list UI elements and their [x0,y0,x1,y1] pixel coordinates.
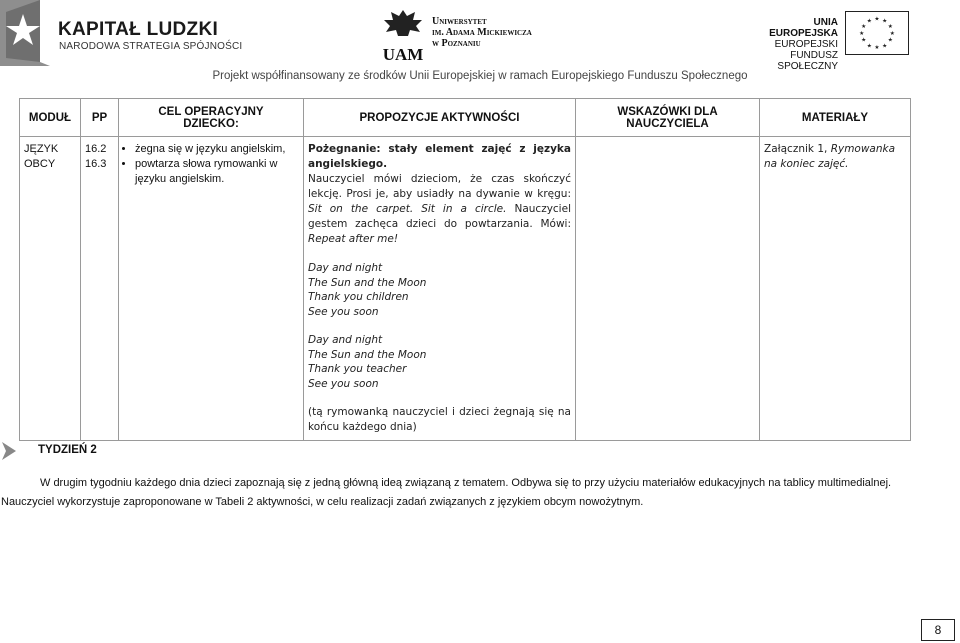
eu-flag-icon [845,11,909,55]
verse-line: Thank you children [308,291,409,303]
svg-text:★: ★ [866,43,872,50]
week-title: TYDZIEŃ 2 [38,444,97,456]
activity-title: Pożegnanie: stały element zajęć z języka angielskiego. [308,143,571,170]
pp-value-2: 16.3 [85,158,107,170]
rhyme-verse-1 [308,261,571,319]
verse-line: See you soon [308,305,379,318]
activity-closing-note: (tą rymowanką nauczyciel i dzieci żegnają się na końcu każdego dnia) [308,406,571,433]
cell-goals [119,137,304,441]
header-cel-line1: CEL OPERACYJNY [158,105,264,118]
goals-list [123,142,299,187]
page-number: 8 [921,619,955,641]
kapital-ludzki-subtitle: NARODOWA STRATEGIA SPÓJNOŚCI [59,41,243,52]
goal-item: • powtarza słowa rymowanki w języku angielskim. [135,157,299,187]
svg-text:★: ★ [882,43,888,50]
ue-line-1: UNIA EUROPEJSKA [769,17,838,39]
cell-modul: JĘZYK OBCY [20,137,81,441]
verse-line: Day and night [308,262,383,274]
materialy-text: Załącznik 1, [764,143,831,155]
uam-line-3: w Poznaniu [432,38,481,49]
uam-name [432,16,532,49]
goal-item: • żegna się w języku angielskim, [135,142,299,157]
project-funding-note: Projekt współfinansowany ze środków Unii Europejskiej w ramach Europejskiego Funduszu Społecznego [212,70,748,82]
materialy-italic: Rymowanka na koniec zajęć. [764,143,896,170]
uam-line-2: im. Adama Mickiewicza [432,27,532,38]
section-arrow-icon [2,442,16,460]
svg-text:★: ★ [887,37,893,44]
week-paragraph-1: W drugim tygodniu każdego dnia dzieci zapoznają się z jedną główną ideą związaną z tematem. Odbywa się to przy użyciu materiałów edukacyjnych na tablicy multimedialnej. [40,477,892,489]
cell-pp [81,137,119,441]
header-cel [119,99,304,137]
eu-text [754,17,838,72]
cell-materialy [760,137,911,441]
svg-text:★: ★ [859,30,865,37]
svg-text:★: ★ [861,24,867,31]
cell-wskazowki [576,137,760,441]
activity-description [308,172,571,247]
verse-line: See you soon [308,377,379,390]
verse-line: The Sun and the Moon [308,348,427,361]
week-paragraph-2: Nauczyciel wykorzystuje zaproponowane w Tabeli 2 aktywności, w celu realizacji zadań związanych z językiem obcym nowożytnym. [1,496,644,508]
activity-italic-1: Sit on the carpet. Sit in a circle. [308,203,507,215]
svg-text:★: ★ [874,16,880,23]
ue-line-2: EUROPEJSKI [774,39,838,50]
uam-mark-text: UAM [382,45,424,64]
uam-eagle-logo [380,8,426,64]
header-propozycje: PROPOZYCJE AKTYWNOŚCI [304,99,576,137]
kapital-ludzki-logo [0,0,50,66]
svg-text:★: ★ [889,30,895,37]
verse-line: Day and night [308,334,383,346]
activity-text-1: Nauczyciel mówi dzieciom, że czas skończyć lekcję. Prosi je, aby usiadły na dywanie w kręgu: [308,173,571,200]
rhyme-verse-2 [308,333,571,391]
cell-activities [304,137,576,441]
header-modul: MODUŁ [20,99,81,137]
header-wskazowki: WSKAZÓWKI DLA NAUCZYCIELA [576,99,760,137]
svg-text:★: ★ [874,45,880,52]
activity-text-2: Nauczyciel gestem zachęca dzieci do powtarzania. Mówi: [308,203,571,230]
header-materialy: MATERIAŁY [760,99,911,137]
table-row [20,137,911,441]
svg-text:★: ★ [887,24,893,31]
verse-line: Thank you teacher [308,363,407,375]
activity-italic-2: Repeat after me! [308,233,399,245]
header-pp: PP [81,99,119,137]
ue-line-3: FUNDUSZ SPOŁECZNY [777,50,838,72]
kapital-ludzki-title: KAPITAŁ LUDZKI [58,19,219,40]
svg-text:★: ★ [866,18,872,25]
activities-table [19,98,911,441]
svg-text:★: ★ [882,18,888,25]
table-header-row [20,99,911,137]
svg-text:★: ★ [861,37,867,44]
pp-value-1: 16.2 [85,143,107,155]
header-cel-line2: DZIECKO: [183,117,239,130]
uam-line-1: Uniwersytet [432,16,487,27]
verse-line: The Sun and the Moon [308,276,427,289]
